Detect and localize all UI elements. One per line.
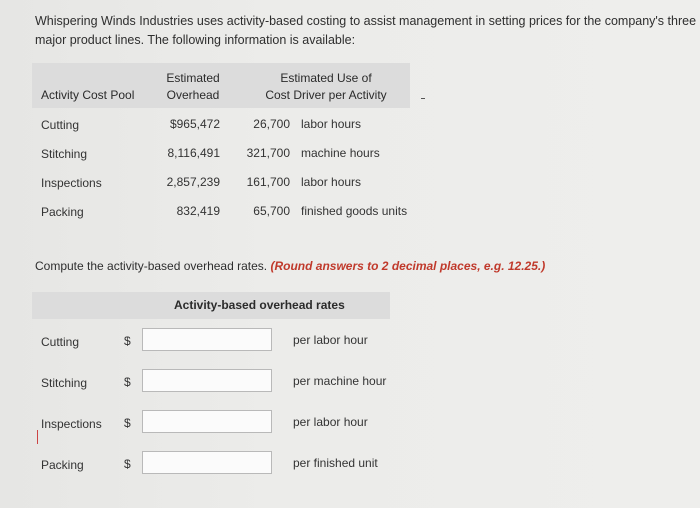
rates-table-title: Activity-based overhead rates: [174, 298, 345, 312]
stitching-rate-input[interactable]: [142, 369, 272, 392]
cost-row-pool: Inspections: [41, 176, 102, 190]
rate-row-label: Cutting: [41, 335, 80, 349]
cutting-rate-input[interactable]: [142, 328, 272, 351]
rate-row-label: Inspections: [41, 417, 102, 431]
rate-row-label: Packing: [41, 458, 84, 472]
header-dash: [421, 98, 425, 99]
dollar-sign: $: [124, 457, 131, 471]
rate-row-label: Stitching: [41, 376, 88, 390]
cost-row-overhead: $965,472: [169, 117, 220, 131]
dollar-sign: $: [124, 334, 131, 348]
header-use-line1: Estimated Use of: [280, 71, 372, 85]
rounding-note: (Round answers to 2 decimal places, e.g. 12.25.): [270, 259, 546, 273]
cost-row-driver: labor hours: [301, 117, 362, 131]
rate-row-unit: per labor hour: [293, 415, 368, 429]
header-overhead-line2: Overhead: [166, 88, 220, 102]
header-use-line2: Cost Driver per Activity: [265, 88, 387, 102]
cost-row-driver: machine hours: [301, 146, 380, 160]
rate-row-unit: per machine hour: [293, 374, 387, 388]
header-activity-cost-pool: Activity Cost Pool: [41, 88, 135, 102]
cost-row-quantity: 26,700: [253, 117, 290, 131]
cost-row-quantity: 161,700: [246, 175, 290, 189]
header-overhead-line1: Estimated: [166, 71, 220, 85]
cost-row-pool: Packing: [41, 205, 84, 219]
cost-row-overhead: 8,116,491: [167, 146, 220, 160]
cost-row-pool: Stitching: [41, 147, 88, 161]
rate-row-unit: per labor hour: [293, 333, 368, 347]
cost-row-quantity: 321,700: [246, 146, 290, 160]
cost-row-driver: labor hours: [301, 175, 362, 189]
cost-row-quantity: 65,700: [253, 204, 290, 218]
dollar-sign: $: [124, 416, 131, 430]
dollar-sign: $: [124, 375, 131, 389]
cost-row-driver: finished goods units: [301, 204, 408, 218]
inspections-rate-input[interactable]: [142, 410, 272, 433]
cost-row-overhead: 832,419: [176, 204, 220, 218]
instruction-text: [35, 259, 545, 273]
problem-intro: Whispering Winds Industries uses activity-based costing to assist management in setting prices for the company's three major product lines. The following information is available:: [35, 14, 697, 47]
text-cursor: [37, 430, 38, 444]
packing-rate-input[interactable]: [142, 451, 272, 474]
rate-row-unit: per finished unit: [293, 456, 378, 470]
cost-row-overhead: 2,857,239: [166, 175, 220, 189]
cost-row-pool: Cutting: [41, 118, 80, 132]
instruction-main: Compute the activity-based overhead rates.: [35, 259, 271, 273]
